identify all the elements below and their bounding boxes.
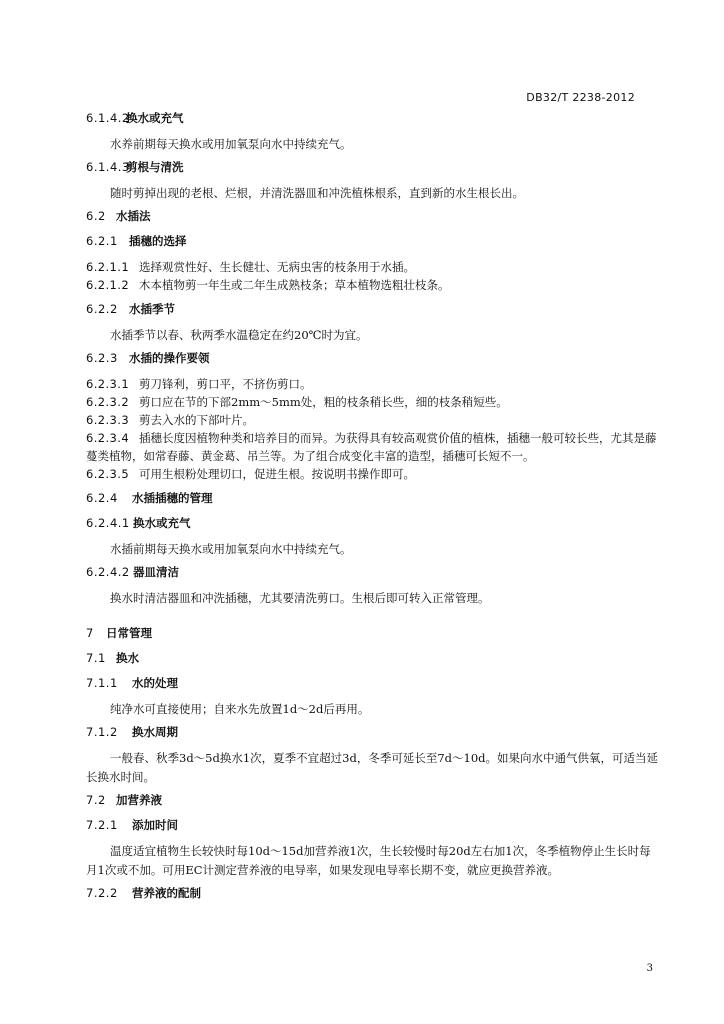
- item-number: 6.2.3.5: [86, 467, 130, 481]
- section-number: 7.2.2: [86, 886, 118, 900]
- section-number: 7: [86, 626, 94, 640]
- section-heading: [86, 515, 661, 532]
- section-number: 7.1.1: [86, 676, 118, 690]
- list-item: [86, 465, 661, 483]
- section-title: 换水或充气: [133, 516, 191, 530]
- list-item: [86, 411, 661, 429]
- section-title: 水插的操作要领: [129, 351, 210, 365]
- list-item: [86, 393, 661, 411]
- section-heading: [86, 885, 661, 902]
- section-number: 7.1.2: [86, 725, 118, 739]
- list-item: [86, 276, 661, 294]
- page-content: [86, 106, 661, 910]
- item-number: 6.2.1.1: [86, 260, 130, 274]
- chapter-gap: [86, 613, 661, 621]
- section-heading: [86, 792, 661, 809]
- paragraph: 换水时清洁器皿和冲洗插穗，尤其要清洗剪口。生根后即可转入正常管理。: [110, 591, 490, 605]
- section-number: 7.1: [86, 651, 106, 665]
- section-number: 7.2.1: [86, 818, 118, 832]
- section-number: 6.2.2: [86, 302, 118, 316]
- section-heading: [86, 724, 661, 741]
- item-text: 选择观赏性好、生长健壮、无病虫害的枝条用于水插。: [139, 260, 415, 274]
- section-number: 6.2.1: [86, 234, 118, 248]
- section-title: 日常管理: [106, 626, 152, 640]
- section-title: 换水: [116, 651, 139, 665]
- section-number: 6.2.3: [86, 351, 118, 365]
- item-text: 剪去入水的下部叶片。: [139, 413, 254, 427]
- item-text: 剪刀锋利，剪口平，不挤伤剪口。: [139, 377, 312, 391]
- section-title: 插穗的选择: [129, 234, 187, 248]
- section-heading: [86, 350, 661, 367]
- page-number: 3: [646, 963, 653, 974]
- section-number: 6.2.4: [86, 491, 118, 505]
- list-item: [86, 258, 661, 276]
- section-number: 6.1.4.2: [86, 111, 130, 125]
- section-title: 水插插穗的管理: [132, 491, 213, 505]
- document-code: DB32/T 2238-2012: [526, 91, 635, 104]
- section-title: 水插季节: [129, 302, 175, 316]
- item-number: 6.2.3.3: [86, 413, 130, 427]
- paragraph: 一般春、秋季3d～5d换水1次，夏季不宜超过3d，冬季可延长至7d～10d。如果向水中通气供氧，可适当延长换水时间。: [86, 751, 659, 784]
- item-text: 剪口应在节的下部2mm～5mm处，粗的枝条稍长些，细的枝条稍短些。: [139, 395, 508, 409]
- section-title: 换水周期: [132, 725, 178, 739]
- section-title: 水的处理: [132, 676, 178, 690]
- list-item: [86, 375, 661, 393]
- paragraph: 温度适宜植物生长较快时每10d～15d加营养液1次，生长较慢时每20d左右加1次，冬季植物停止生长时每月1次或不加。可用EC计测定营养液的电导率，如果发现电导率长期不变，就应更换营养液。: [86, 844, 651, 877]
- item-text: 可用生根粉处理切口，促进生根。按说明书操作即可。: [139, 467, 415, 481]
- paragraph: 水插季节以春、秋两季水温稳定在约20℃时为宜。: [110, 328, 368, 342]
- section-heading: [86, 564, 661, 581]
- section-heading: [86, 110, 661, 127]
- chapter-heading: [86, 625, 661, 642]
- section-heading: [86, 208, 661, 225]
- section-title: 营养液的配制: [132, 886, 201, 900]
- section-heading: [86, 817, 661, 834]
- section-title: 水插法: [116, 209, 151, 223]
- section-title: 换水或充气: [126, 111, 184, 125]
- section-number: 7.2: [86, 793, 106, 807]
- section-heading: [86, 301, 661, 318]
- item-number: 6.2.3.2: [86, 395, 130, 409]
- section-title: 添加时间: [132, 818, 178, 832]
- section-number: 6.2.4.1: [86, 516, 130, 530]
- section-number: 6.2.4.2: [86, 565, 130, 579]
- item-number: 6.2.1.2: [86, 278, 130, 292]
- item-number: 6.2.3.1: [86, 377, 130, 391]
- section-number: 6.2: [86, 209, 106, 223]
- section-heading: [86, 490, 661, 507]
- section-heading: [86, 159, 661, 176]
- section-title: 加营养液: [116, 793, 162, 807]
- item-text: 插穗长度因植物种类和培养目的而异。为获得具有较高观赏价值的植株，插穗一般可较长些，尤其是藤蔓类植物，如常春藤、黄金葛、吊兰等。为了组合成变化丰富的造型，插穗可长短不一。: [86, 431, 657, 463]
- section-title: 器皿清洁: [133, 565, 179, 579]
- item-number: 6.2.3.4: [86, 431, 130, 445]
- paragraph: 纯净水可直接使用；自来水先放置1d～2d后再用。: [110, 702, 370, 716]
- paragraph: 水养前期每天换水或用加氧泵向水中持续充气。: [110, 137, 352, 151]
- list-item: [86, 429, 661, 465]
- section-heading: [86, 233, 661, 250]
- section-heading: [86, 650, 661, 667]
- paragraph: 水插前期每天换水或用加氧泵向水中持续充气。: [110, 542, 352, 556]
- section-number: 6.1.4.3: [86, 160, 130, 174]
- paragraph: 随时剪掉出现的老根、烂根，并清洗器皿和冲洗植株根系，直到新的水生根长出。: [110, 186, 524, 200]
- section-title: 剪根与清洗: [126, 160, 184, 174]
- item-text: 木本植物剪一年生或二年生成熟枝条；草本植物选粗壮枝条。: [139, 278, 450, 292]
- section-heading: [86, 675, 661, 692]
